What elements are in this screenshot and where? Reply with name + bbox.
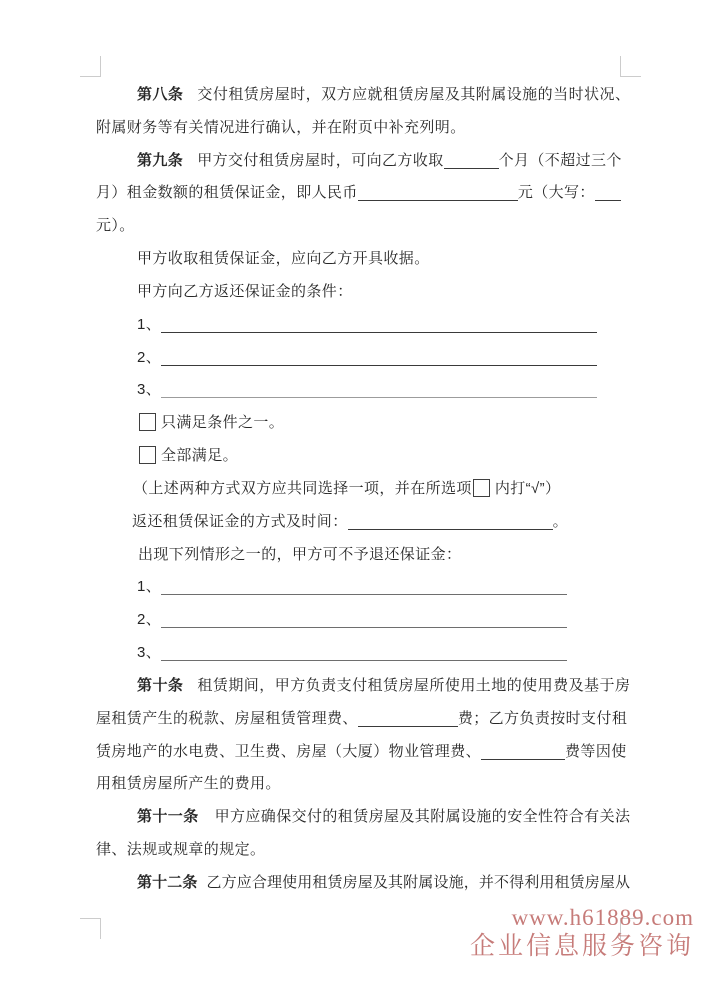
blank-field[interactable] [161, 377, 597, 398]
text-run: 附属财务等有关情况进行确认，并在附页中补充列明。 [96, 118, 466, 136]
doc-line [96, 276, 630, 309]
page-margin-mark-bottom-left [80, 918, 101, 939]
doc-line [96, 440, 630, 473]
text-run: 律、法规或规章的规定。 [96, 841, 266, 859]
doc-line [96, 670, 630, 703]
text-run: 2、 [137, 348, 162, 366]
doc-line [96, 309, 630, 342]
text-run: 租赁期间，甲方负责支付租赁房屋所使用土地的使用费及基于房 [197, 676, 630, 694]
text-run: 内打“√”） [494, 479, 561, 497]
doc-line [96, 79, 630, 112]
text-run: 2、 [137, 611, 162, 629]
article-number: 第九条 [137, 151, 184, 169]
text-run: 全部满足。 [161, 447, 239, 465]
doc-line [96, 177, 630, 210]
article-number: 第八条 [137, 86, 184, 103]
doc-line [96, 374, 630, 407]
text-run: 用租赁房屋所产生的费用。 [96, 775, 281, 793]
blank-field[interactable] [358, 180, 518, 201]
doc-line [96, 243, 630, 276]
doc-line [96, 210, 630, 243]
watermark-url: www.h61889.com [511, 905, 694, 930]
article-number: 第十二条 [137, 873, 198, 891]
doc-line [96, 539, 630, 572]
article-number: 第十一条 [137, 808, 199, 826]
blank-field[interactable] [481, 739, 565, 760]
text-run: 1、 [137, 578, 162, 596]
blank-field[interactable] [595, 180, 621, 201]
doc-line [96, 145, 630, 178]
text-run: 个月（不超过三个 [498, 151, 622, 169]
text-run: 甲方向乙方返还保证金的条件： [137, 282, 353, 300]
blank-field[interactable] [444, 148, 499, 169]
doc-line [96, 867, 630, 900]
doc-line [96, 473, 630, 506]
doc-line [96, 736, 630, 769]
doc-line [96, 407, 630, 440]
text-run: 3、 [137, 644, 162, 662]
blank-field[interactable] [161, 640, 567, 661]
text-run: 屋租赁产生的税款、房屋租赁管理费、 [96, 709, 358, 727]
text-run: 元）。 [96, 217, 135, 235]
document-body [96, 79, 630, 900]
blank-field[interactable] [358, 706, 458, 727]
blank-field[interactable] [161, 312, 597, 333]
text-run: 乙方应合理使用租赁房屋及其附属设施，并不得利用租赁房屋从 [206, 873, 630, 891]
watermark-caption: 企业信息服务咨询 [469, 933, 694, 960]
doc-line [96, 637, 630, 670]
text-run: 费等因使 [565, 742, 627, 760]
checkbox[interactable] [139, 446, 156, 464]
text-run: （上述两种方式双方应共同选择一项，并在所选项 [133, 479, 472, 497]
text-run: 甲方交付租赁房屋时，可向乙方收取 [197, 151, 444, 169]
doc-line [96, 571, 630, 604]
text-run: 甲方应确保交付的租赁房屋及其附属设施的安全性符合有关法 [214, 808, 630, 826]
text-run: 返还租赁保证金的方式及时间： [132, 512, 348, 530]
text-run: 出现下列情形之一的，甲方可不予退还保证金： [138, 545, 462, 563]
text-run: 月）租金数额的租赁保证金，即人民币 [96, 184, 358, 202]
blank-field[interactable] [161, 607, 567, 628]
page-margin-mark-top-left [80, 56, 101, 77]
text-run: 赁房地产的水电费、卫生费、房屋（大厦）物业管理费、 [96, 742, 482, 760]
doc-line [96, 604, 630, 637]
text-run: 交付租赁房屋时，双方应就租赁房屋及其附属设施的当时状况、 [197, 86, 630, 103]
doc-line [96, 112, 630, 145]
doc-line [96, 506, 630, 539]
doc-line [96, 703, 630, 736]
text-run: 1、 [137, 315, 162, 333]
blank-field[interactable] [161, 574, 567, 595]
text-run: 3、 [137, 381, 162, 399]
text-run: 。 [552, 512, 569, 530]
blank-field[interactable] [161, 345, 597, 366]
doc-line [96, 342, 630, 375]
doc-line [96, 834, 630, 867]
text-run: 元（大写： [517, 184, 595, 202]
text-run: 只满足条件之一。 [161, 414, 285, 432]
text-run: 费；乙方负责按时支付租 [457, 709, 628, 727]
article-number: 第十条 [137, 676, 184, 694]
text-run: 甲方收取租赁保证金，应向乙方开具收据。 [137, 250, 430, 268]
doc-line [96, 801, 630, 834]
doc-line [96, 768, 630, 801]
checkbox[interactable] [139, 413, 156, 431]
watermark [470, 905, 694, 962]
blank-field[interactable] [348, 509, 553, 530]
page-margin-mark-top-right [620, 56, 641, 77]
checkbox[interactable] [473, 479, 490, 497]
